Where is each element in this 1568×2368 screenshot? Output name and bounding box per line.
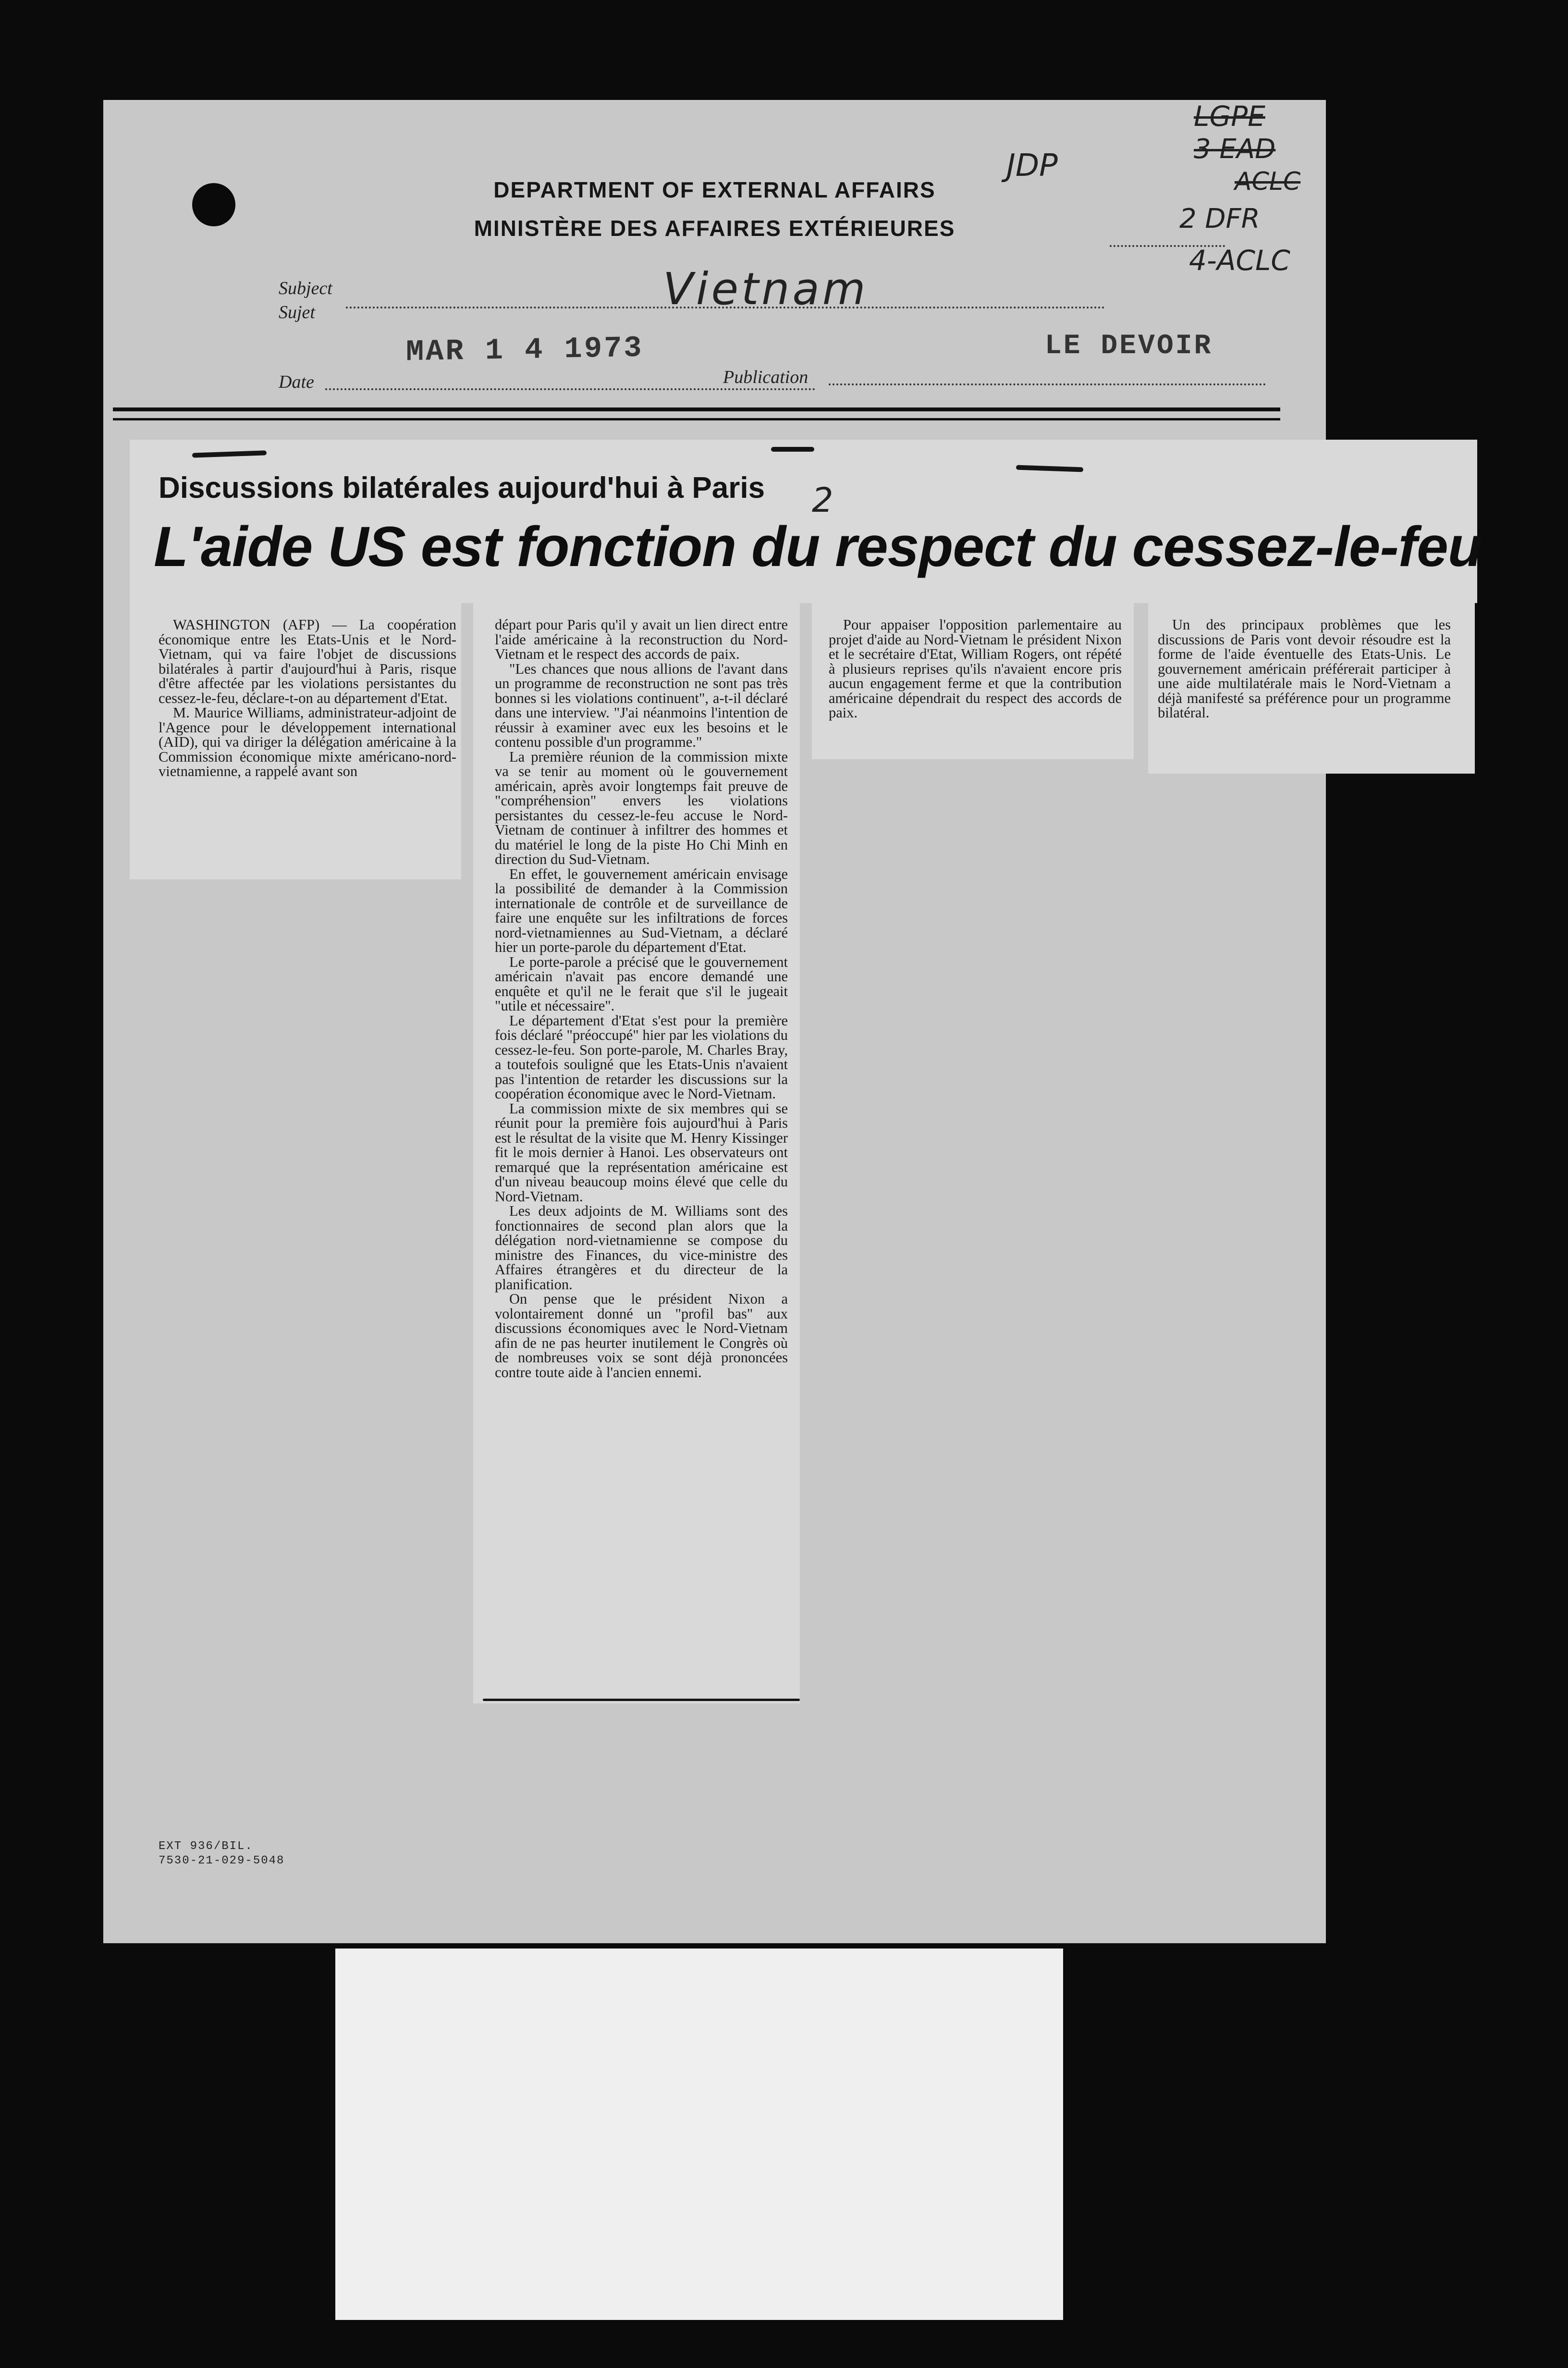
subject-value: Vietnam — [663, 263, 869, 315]
paragraph: "Les chances que nous allions de l'avant dans un programme de reconstruction ne sont pas très bonnes si les violations continuent", a-t-il déclaré dans une interview. "J'ai néanmoins l'intention de réussir à examiner avec eux les besoins et le contenu possible d'un programme." — [495, 660, 788, 750]
department-title-en: DEPARTMENT OF EXTERNAL AFFAIRS — [493, 177, 936, 202]
paragraph: Le porte-parole a précisé que le gouvernement américain n'avait pas encore demandé une enquête et qu'il ne le ferait que s'il le jugeait "utile et nécessaire". — [495, 953, 788, 1014]
header-rule-1 — [113, 407, 1280, 411]
department-title-fr: MINISTÈRE DES AFFAIRES EXTÉRIEURES — [474, 216, 956, 241]
publication-dotline — [829, 383, 1266, 385]
article-column-3 — [829, 617, 1122, 720]
margin-mark: 2 — [812, 481, 833, 520]
routing-dotline — [1110, 245, 1225, 247]
form-code-line-2: 7530-21-029-5048 — [159, 1854, 285, 1867]
routing-line-1: LGPE — [1194, 100, 1265, 133]
paragraph: Pour appaiser l'opposition parlementaire au projet d'aide au Nord-Vietnam le président Nixon et le secrétaire d'Etat, William Rogers, ont répété à plusieurs reprises qu'ils n'avaient encore pris aucun engagement ferme et que la contribution américaine dépendrait du respect des accords de paix. — [829, 617, 1122, 721]
paragraph: Les deux adjoints de M. Williams sont des fonctionnaires de second plan alors que la délégation nord-vietnamienne se compose du ministre des Finances, du vice-ministre des Affaires étrangères et du directeur de la planification. — [495, 1203, 788, 1293]
header-rule-2 — [113, 418, 1280, 420]
article-column-2 — [495, 617, 788, 1380]
paragraph: La première réunion de la commission mixte va se tenir au moment où le gouvernement américain, après avoir longtemps fait preuve de "compréhension" envers les violations persistantes du cessez-le-feu accuse le Nord-Vietnam de continuer à infiltrer des hommes et du matériel le long de la piste Ho Chi Minh en direction du Sud-Vietnam. — [495, 748, 788, 867]
date-dotline — [325, 388, 815, 390]
paragraph: La commission mixte de six membres qui se réunit pour la première fois aujourd'hui à Paris est le résultat de la visite que M. Henry Kissinger fit le mois dernier à Hanoi. Les observateurs ont remarqué que la représentation américaine est d'un niveau beaucoup moins élevé que celle du Nord-Vietnam. — [495, 1100, 788, 1205]
paragraph: Un des principaux problèmes que les discussions de Paris vont devoir résoudre est la forme de l'aide éventuelle des Etats-Unis. Le gouvernement américain préférerait participer à une aide multilatérale mais le Nord-Vietnam a déjà manifesté sa préférence pour un programme bilatéral. — [1158, 617, 1451, 721]
routing-line-5: 4-ACLC — [1189, 244, 1290, 277]
routing-line-2: 3 EAD — [1194, 134, 1276, 165]
article-column-1 — [159, 617, 456, 779]
publication-stamp: LE DEVOIR — [1045, 331, 1213, 362]
cut-mark-2 — [771, 447, 814, 452]
paragraph: En effet, le gouvernement américain envisage la possibilité de demander à la Commission internationale de contrôle et de surveillance de faire une enquête sur les infiltrations de forces nord-vietnamiennes au Sud-Vietnam, a déclaré hier un porte-parole du département d'Etat. — [495, 865, 788, 955]
paragraph: WASHINGTON (AFP) — La coopération économique entre les Etats-Unis et le Nord-Vietnam, qui va faire l'objet de discussions bilatérales à partir d'aujourd'hui à Paris, risque d'être affectée par les violations persistantes du cessez-le-feu, déclare-t-on au département d'Etat. — [159, 617, 456, 706]
subject-label: Subject — [279, 278, 332, 298]
paragraph: On pense que le président Nixon a volontairement donné un "profil bas" aux discussions économiques avec le Nord-Vietnam afin de ne pas heurter inutilement le Congrès où de nombreuses voix se sont déjà prononcées contre toute aide à l'ancien ennemi. — [495, 1291, 788, 1381]
article-headline: L'aide US est fonction du respect du cessez-le-feu — [154, 515, 1482, 579]
form-code-line-1: EXT 936/BIL. — [159, 1840, 253, 1853]
routing-line-4: 2 DFR — [1179, 203, 1260, 234]
article-kicker: Discussions bilatérales aujourd'hui à Paris — [159, 471, 765, 505]
routing-initials: JDP — [1006, 148, 1058, 184]
paragraph: Le département d'Etat s'est pour la première fois déclaré "préoccupé" hier par les violations du cessez-le-feu. Son porte-parole, M. Charles Bray, a toutefois souligné que les Etats-Unis n'avaient pas l'intention de retarder les discussions sur la coopération économique avec le Nord-Vietnam. — [495, 1012, 788, 1102]
routing-line-3: ACLC — [1235, 167, 1301, 196]
blank-slip — [335, 1949, 1063, 2320]
date-stamp: MAR 1 4 1973 — [406, 331, 644, 370]
paragraph: M. Maurice Williams, administrateur-adjoint de l'Agence pour le développement international (AID), qui va diriger la délégation américaine à la Commission économique mixte américano-nord-vietnamienne, a rappelé avant son — [159, 704, 456, 779]
form-code — [159, 1839, 284, 1868]
article-end-rule — [483, 1699, 800, 1701]
article-column-4 — [1158, 617, 1451, 720]
paragraph: départ pour Paris qu'il y avait un lien direct entre l'aide américaine à la reconstruction du Nord-Vietnam et le respect des accords de paix. — [495, 617, 788, 662]
publication-label: Publication — [723, 367, 808, 387]
sujet-label: Sujet — [279, 302, 315, 322]
date-label: Date — [279, 372, 314, 392]
